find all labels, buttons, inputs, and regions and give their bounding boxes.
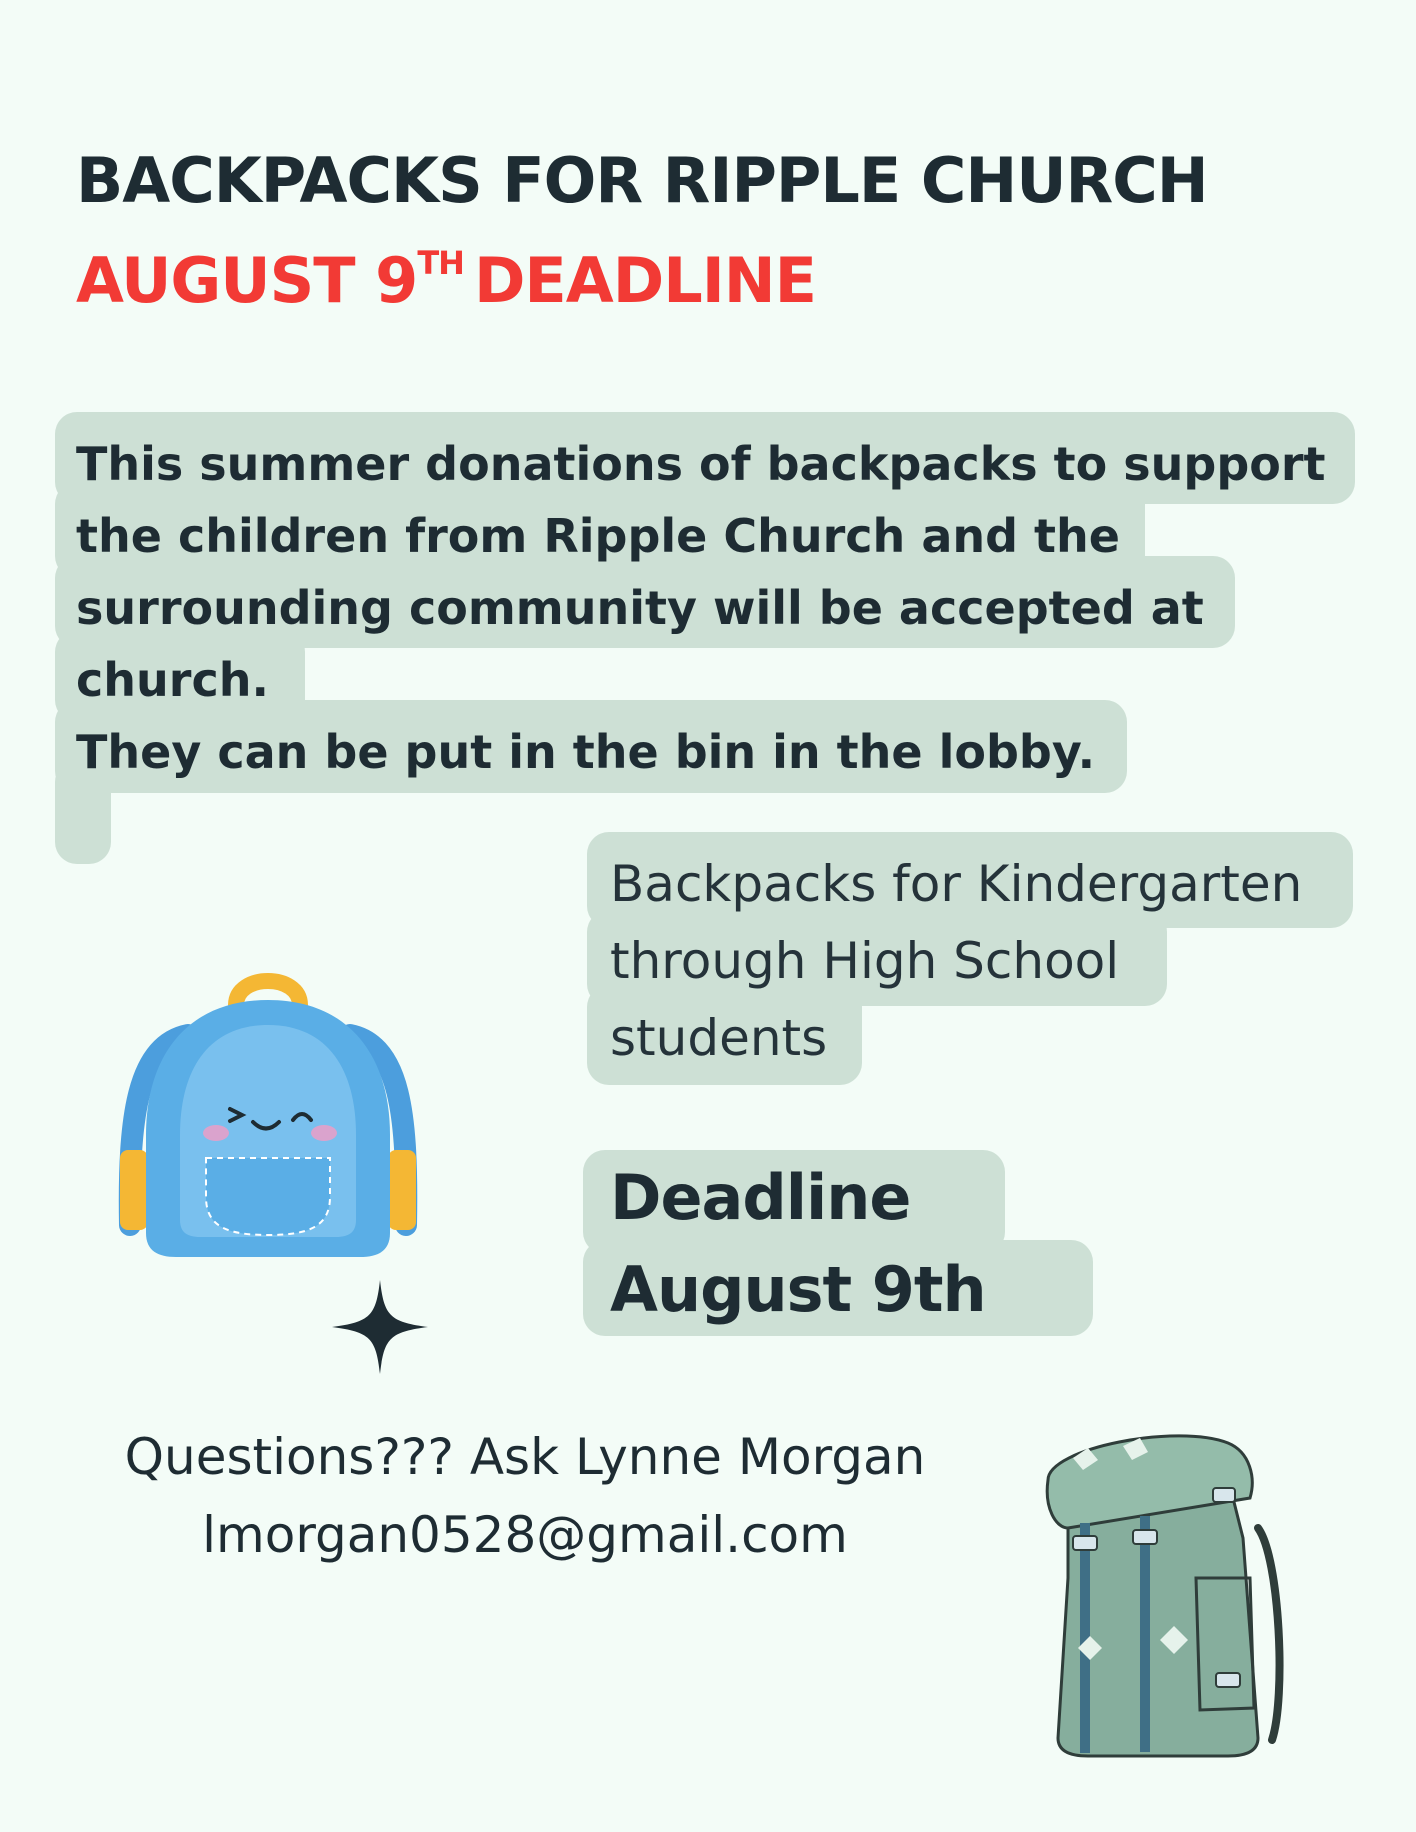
buckle-left: [1073, 1536, 1097, 1550]
info-line-5: They can be put in the bin in the lobby.: [76, 725, 1096, 779]
page-title: BACKPACKS FOR RIPPLE CHURCH: [76, 144, 1208, 217]
info-line-4: church.: [76, 653, 269, 707]
contact-question: Questions??? Ask Lynne Morgan: [124, 1428, 926, 1486]
buckle-top: [1213, 1488, 1235, 1502]
left-cheek: [203, 1125, 229, 1141]
grades-line-1: Backpacks for Kindergarten: [610, 855, 1303, 913]
grades-line-3: students: [610, 1009, 828, 1067]
grades-text: [610, 846, 1302, 1077]
buckle-right: [1133, 1530, 1157, 1544]
info-line-2: the children from Ripple Church and the: [76, 509, 1120, 563]
contact-info: [60, 1418, 990, 1574]
grades-line-2: through High School: [610, 932, 1120, 990]
info-line-1: This summer donations of backpacks to support: [76, 437, 1326, 491]
deadline-box-line-2: August 9th: [610, 1253, 986, 1326]
blue-backpack-illustration: [118, 965, 418, 1260]
deadline-heading-suffix: DEADLINE: [473, 244, 817, 317]
buckle-bottom: [1216, 1673, 1240, 1687]
right-cheek: [311, 1125, 337, 1141]
deadline-heading: [76, 244, 817, 317]
contact-email[interactable]: lmorgan0528@gmail.com: [202, 1506, 848, 1564]
green-backpack-illustration: [1028, 1418, 1286, 1758]
deadline-heading-ordinal: TH: [417, 244, 464, 283]
info-line-3: surrounding community will be accepted at: [76, 581, 1204, 635]
deadline-heading-prefix: AUGUST 9: [76, 244, 418, 317]
front-strap-right: [1140, 1516, 1150, 1752]
right-side-pocket: [388, 1150, 416, 1230]
left-side-pocket: [120, 1150, 148, 1230]
side-strap: [1258, 1528, 1280, 1740]
backpack-pocket: [206, 1158, 330, 1235]
deadline-box-line-1: Deadline: [610, 1161, 911, 1234]
deadline-box-text: [610, 1152, 986, 1336]
sparkle-icon: [332, 1280, 428, 1374]
info-text: [76, 428, 1346, 788]
